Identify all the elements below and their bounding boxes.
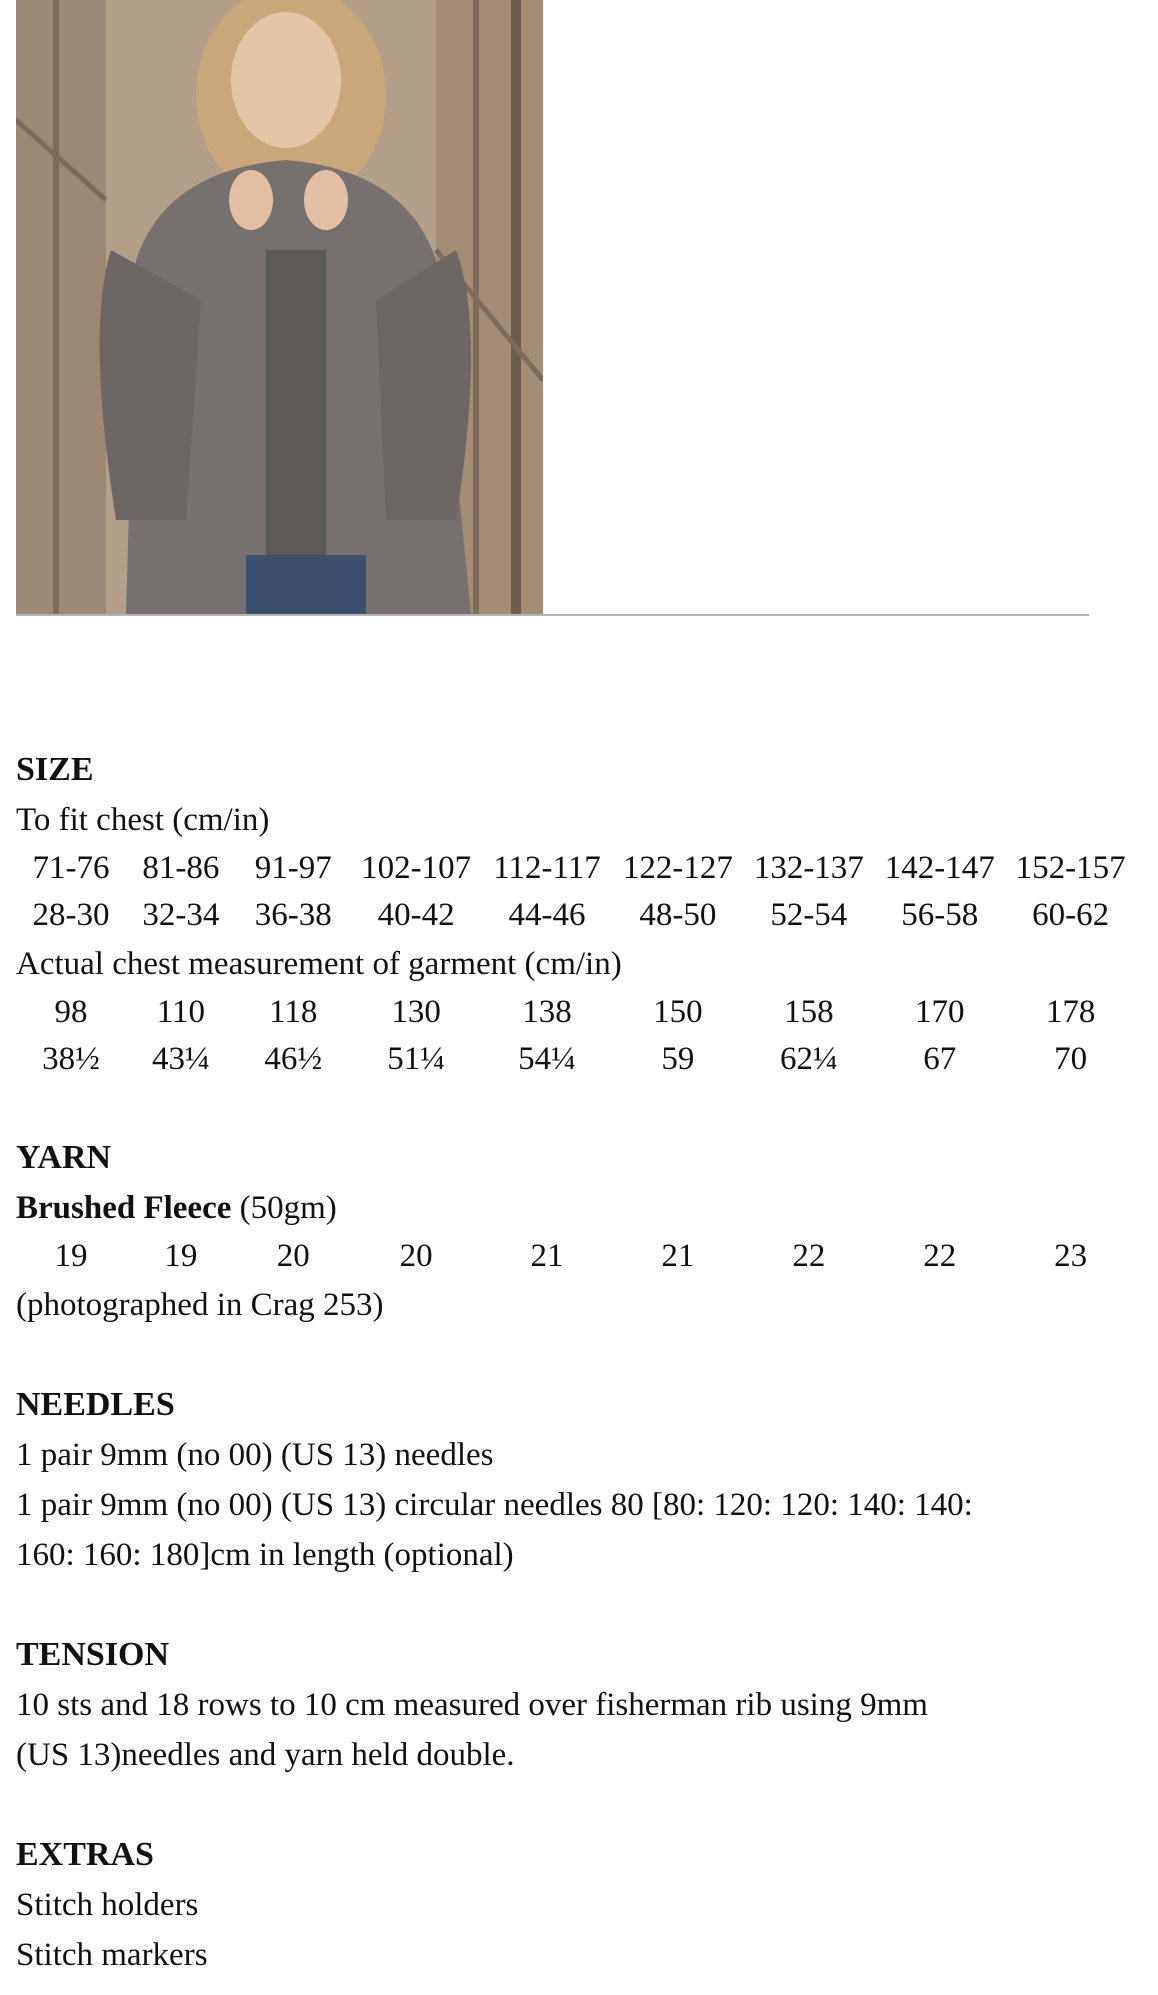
actual-cm-cell: 98 bbox=[54, 994, 88, 1030]
divider-line bbox=[16, 614, 1089, 616]
fit-chest-label: To fit chest (cm/in) bbox=[16, 802, 270, 838]
needles-heading: NEEDLES bbox=[16, 1386, 175, 1423]
actual-in-cell: 38½ bbox=[42, 1041, 100, 1077]
fit-cm-cell: 152-157 bbox=[1015, 850, 1126, 886]
fit-in-cell: 40-42 bbox=[377, 897, 455, 933]
fit-cm-cell: 112-117 bbox=[493, 850, 601, 886]
fit-cm-cell: 71-76 bbox=[32, 850, 110, 886]
actual-cm-cell: 170 bbox=[914, 994, 965, 1030]
yarn-name: Brushed Fleece bbox=[16, 1190, 232, 1226]
actual-in-cell: 62¼ bbox=[779, 1041, 838, 1077]
yarn-quantity-row bbox=[16, 1233, 1136, 1280]
yarn-qty-cell: 21 bbox=[661, 1238, 695, 1274]
actual-in-cell: 59 bbox=[661, 1041, 695, 1077]
yarn-name-line bbox=[16, 1183, 1136, 1233]
fit-cm-cell: 102-107 bbox=[361, 850, 472, 886]
actual-in-cell: 70 bbox=[1054, 1041, 1088, 1077]
actual-cm-cell: 118 bbox=[269, 994, 318, 1030]
yarn-heading: YARN bbox=[16, 1139, 112, 1176]
yarn-qty-cell: 20 bbox=[276, 1238, 310, 1274]
tension-heading: TENSION bbox=[16, 1636, 170, 1673]
cardigan-model-image bbox=[16, 0, 543, 615]
extras-heading: EXTRAS bbox=[16, 1836, 154, 1873]
spacer bbox=[16, 1083, 1136, 1133]
actual-chest-cm-row bbox=[16, 989, 1136, 1036]
spacer bbox=[16, 1330, 1136, 1380]
actual-cm-cell: 150 bbox=[653, 994, 703, 1030]
actual-cm-cell: 138 bbox=[522, 994, 572, 1030]
actual-in-cell: 51¼ bbox=[387, 1041, 446, 1077]
actual-in-cell: 43¼ bbox=[151, 1041, 210, 1077]
tension-line-2: (US 13)needles and yarn held double. bbox=[16, 1737, 515, 1773]
actual-cm-cell: 178 bbox=[1045, 994, 1096, 1030]
model-photo bbox=[16, 0, 543, 615]
yarn-qty-cell: 21 bbox=[530, 1238, 564, 1274]
fit-cm-cell: 142-147 bbox=[884, 850, 995, 886]
yarn-qty-cell: 19 bbox=[54, 1238, 88, 1274]
extras-item: Stitch markers bbox=[16, 1937, 208, 1973]
fit-in-cell: 28-30 bbox=[32, 897, 110, 933]
fit-cm-cell: 132-137 bbox=[753, 850, 864, 886]
actual-in-cell: 54¼ bbox=[518, 1041, 576, 1077]
fit-in-cell: 48-50 bbox=[639, 897, 717, 933]
actual-cm-cell: 110 bbox=[156, 994, 205, 1030]
fit-chest-in-row bbox=[16, 892, 1136, 939]
fit-cm-cell: 81-86 bbox=[142, 850, 220, 886]
fit-cm-cell: 122-127 bbox=[622, 850, 733, 886]
spacer bbox=[16, 1580, 1136, 1630]
fit-in-cell: 60-62 bbox=[1032, 897, 1110, 933]
needles-line-2: 1 pair 9mm (no 00) (US 13) circular needles 80 [80: 120: 120: 140: 140: bbox=[16, 1487, 973, 1523]
yarn-qty-cell: 19 bbox=[164, 1238, 198, 1274]
fit-in-cell: 56-58 bbox=[901, 897, 979, 933]
actual-cm-cell: 130 bbox=[391, 994, 441, 1030]
extras-item: Stitch holders bbox=[16, 1887, 199, 1923]
yarn-qty-cell: 23 bbox=[1054, 1238, 1088, 1274]
fit-in-cell: 36-38 bbox=[254, 897, 332, 933]
actual-in-cell: 46½ bbox=[264, 1041, 323, 1077]
fit-in-cell: 52-54 bbox=[770, 897, 848, 933]
yarn-qty-cell: 22 bbox=[923, 1238, 957, 1274]
yarn-weight: (50gm) bbox=[239, 1190, 337, 1226]
needles-line-1: 1 pair 9mm (no 00) (US 13) needles bbox=[16, 1437, 494, 1473]
yarn-qty-cell: 20 bbox=[399, 1238, 433, 1274]
fit-chest-cm-row bbox=[16, 845, 1136, 892]
actual-chest-label: Actual chest measurement of garment (cm/in) bbox=[16, 946, 622, 982]
fit-in-cell: 44-46 bbox=[508, 897, 586, 933]
tension-line-1: 10 sts and 18 rows to 10 cm measured over fisherman rib using 9mm bbox=[16, 1687, 928, 1723]
size-heading: SIZE bbox=[16, 751, 94, 788]
needles-line-3: 160: 160: 180]cm in length (optional) bbox=[16, 1537, 514, 1573]
actual-chest-in-row bbox=[16, 1036, 1136, 1083]
actual-in-cell: 67 bbox=[923, 1041, 957, 1077]
yarn-note: (photographed in Crag 253) bbox=[16, 1287, 384, 1323]
fit-in-cell: 32-34 bbox=[142, 897, 220, 933]
spacer bbox=[16, 1780, 1136, 1830]
yarn-qty-cell: 22 bbox=[792, 1238, 826, 1274]
pattern-details bbox=[16, 745, 1136, 1980]
fit-cm-cell: 91-97 bbox=[254, 850, 332, 886]
actual-cm-cell: 158 bbox=[784, 994, 834, 1030]
